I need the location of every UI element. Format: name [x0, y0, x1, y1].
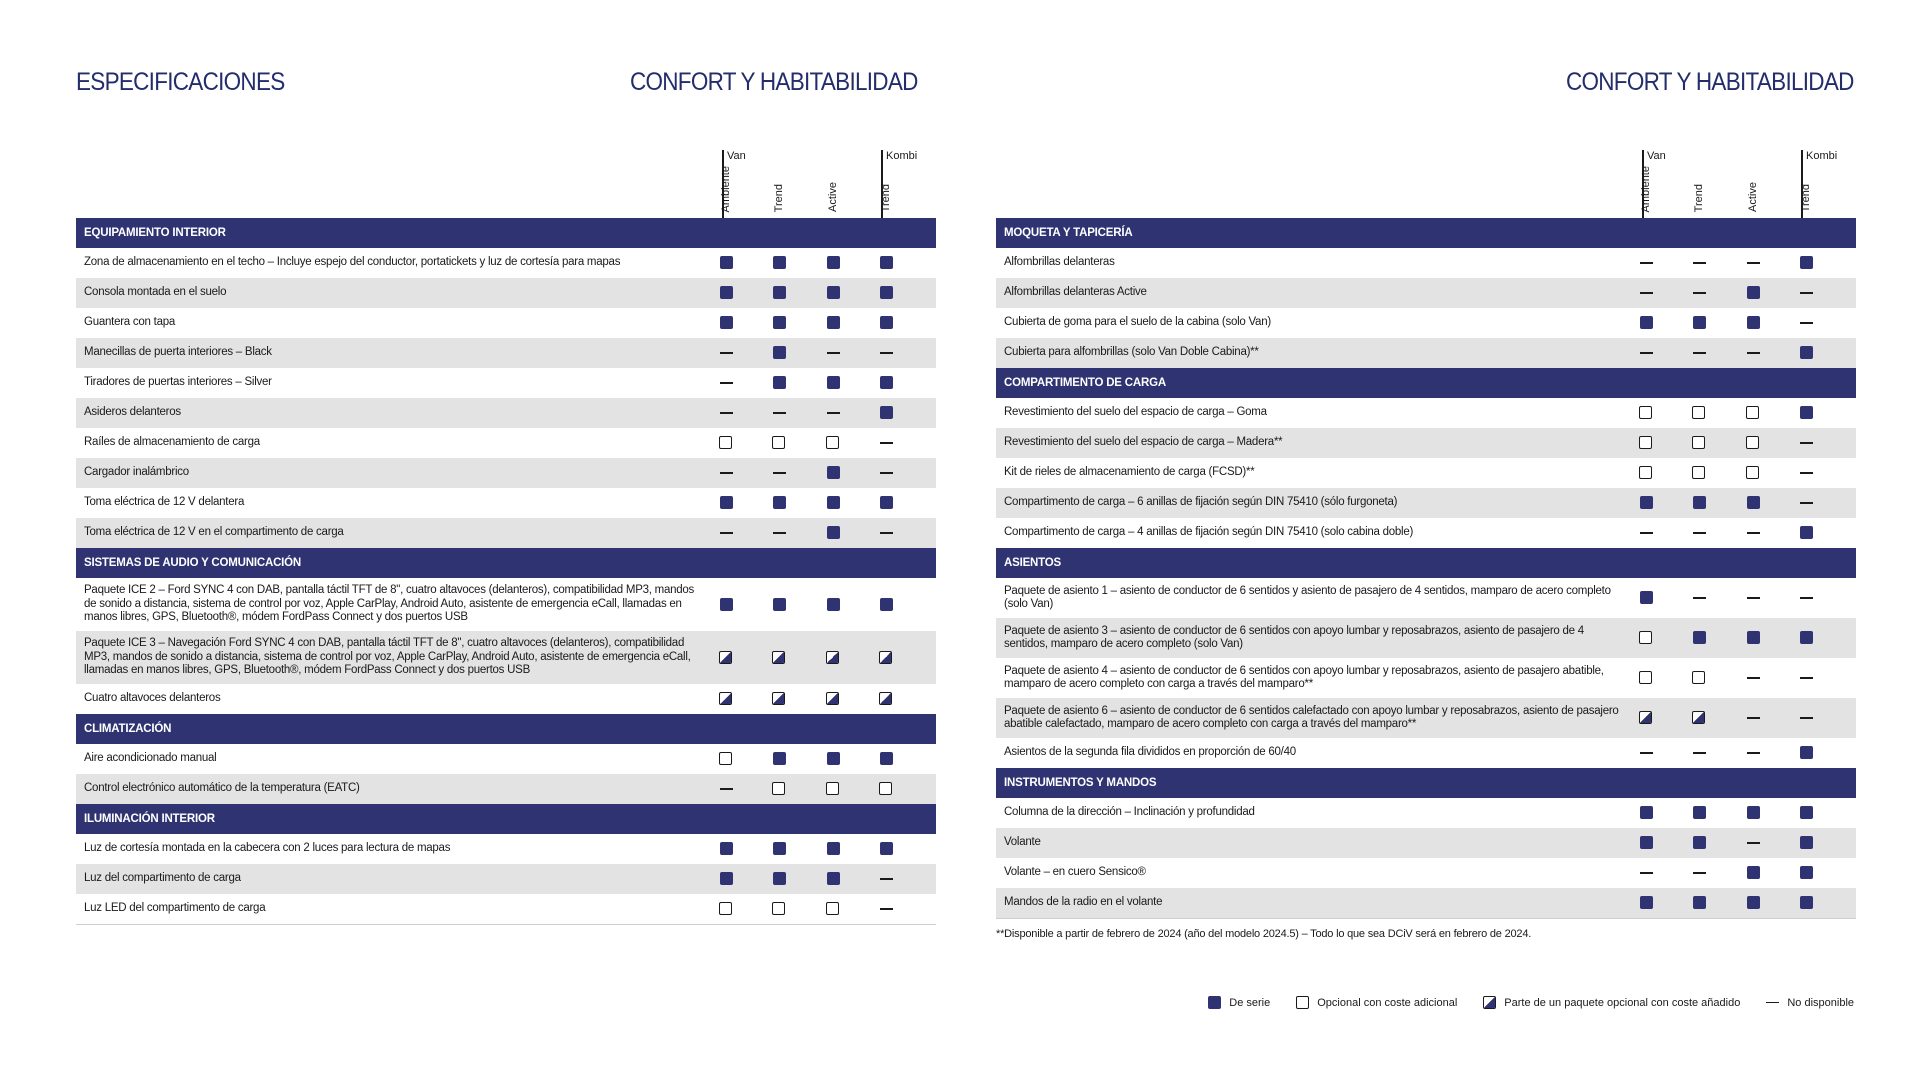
row-label: Compartimento de carga – 4 anillas de fijación según DIN 75410 (solo cabina doble): [1004, 526, 1414, 539]
standard-marker-icon: [880, 598, 893, 611]
standard-marker-icon: [1800, 631, 1813, 644]
table-row: [996, 798, 1856, 828]
table-row: [76, 518, 936, 548]
standard-marker-icon: [1747, 866, 1760, 879]
not-available-marker-icon: [880, 352, 893, 354]
table-row: [996, 618, 1856, 658]
row-label: Paquete de asiento 1 – asiento de conductor de 6 sentidos y asiento de pasajero de 4 sentidos, mamparo de acero completo (solo Van): [1004, 584, 1611, 610]
not-available-marker-icon: [1640, 262, 1653, 264]
spec-table-left: [76, 150, 936, 925]
not-available-marker-icon: [720, 412, 733, 414]
standard-marker-icon: [1640, 896, 1653, 909]
standard-marker-icon: [1747, 631, 1760, 644]
standard-marker-icon: [773, 598, 786, 611]
row-label: Consola montada en el suelo: [84, 286, 227, 299]
not-available-marker-icon: [1747, 677, 1760, 679]
table-row: [76, 834, 936, 864]
section-header: SISTEMAS DE AUDIO Y COMUNICACIÓN: [76, 548, 936, 578]
standard-marker-icon: [773, 286, 786, 299]
optional-marker-icon: [772, 902, 785, 915]
package-marker-icon: [826, 692, 839, 705]
section-header: INSTRUMENTOS Y MANDOS: [996, 768, 1856, 798]
standard-marker-icon: [1747, 896, 1760, 909]
row-label: Kit de rieles de almacenamiento de carga (FCSD)**: [1004, 466, 1255, 479]
optional-marker-icon: [719, 436, 732, 449]
table-row: [76, 338, 936, 368]
standard-marker-icon: [1693, 836, 1706, 849]
table-row: [996, 278, 1856, 308]
table-row: [996, 518, 1856, 548]
not-available-marker-icon: [1800, 677, 1813, 679]
row-label: Volante – en cuero Sensico®: [1004, 866, 1146, 879]
column-name: Trend: [773, 183, 785, 212]
table-row: [996, 398, 1856, 428]
not-available-marker-icon: [773, 412, 786, 414]
row-label: Luz de cortesía montada en la cabecera con 2 luces para lectura de mapas: [84, 842, 451, 855]
standard-marker-icon: [880, 286, 893, 299]
not-available-marker-icon: [1640, 532, 1653, 534]
standard-marker-icon: [827, 752, 840, 765]
row-label: Alfombrillas delanteras: [1004, 256, 1115, 269]
standard-marker-icon: [1800, 746, 1813, 759]
optional-marker-icon: [719, 902, 732, 915]
column-header: [996, 150, 1856, 218]
optional-marker-icon: [1639, 406, 1652, 419]
row-label: Asientos de la segunda fila divididos en proporción de 60/40: [1004, 746, 1296, 759]
standard-marker-icon: [773, 842, 786, 855]
not-available-marker-icon: [1800, 442, 1813, 444]
standard-marker-icon: [1800, 866, 1813, 879]
standard-marker-icon: [720, 842, 733, 855]
section-header: CLIMATIZACIÓN: [76, 714, 936, 744]
row-label: Raíles de almacenamiento de carga: [84, 436, 260, 449]
not-available-marker-icon: [720, 532, 733, 534]
table-row: [76, 631, 936, 684]
column-name: Active: [827, 182, 839, 212]
table-row: [76, 458, 936, 488]
optional-marker-icon: [1692, 671, 1705, 684]
package-marker-icon: [719, 692, 732, 705]
table-bottom-rule: [76, 924, 936, 925]
row-label: Revestimiento del suelo del espacio de carga – Madera**: [1004, 436, 1283, 449]
table-row: [996, 828, 1856, 858]
column-name: Trend: [880, 183, 892, 212]
table-row: [76, 248, 936, 278]
standard-marker-icon: [827, 598, 840, 611]
table-row: [996, 738, 1856, 768]
not-available-marker-icon: [1693, 352, 1706, 354]
table-row: [996, 248, 1856, 278]
column-group-label: Kombi: [1806, 150, 1838, 162]
standard-marker-icon: [827, 316, 840, 329]
optional-marker-icon: [1296, 996, 1309, 1009]
optional-marker-icon: [879, 782, 892, 795]
row-label: Luz del compartimento de carga: [84, 872, 241, 885]
legend-standard-label: De serie: [1229, 996, 1271, 1009]
package-marker-icon: [826, 651, 839, 664]
standard-marker-icon: [827, 526, 840, 539]
row-label: Paquete de asiento 3 – asiento de conductor de 6 sentidos con apoyo lumbar y reposabrazos, asiento de pasajero de 4 sentidos, mamparo de acero completo (solo Van): [1004, 624, 1584, 650]
not-available-marker-icon: [1747, 597, 1760, 599]
row-label: Toma eléctrica de 12 V delantera: [84, 496, 245, 509]
section-header: MOQUETA Y TAPICERÍA: [996, 218, 1856, 248]
standard-marker-icon: [1693, 806, 1706, 819]
row-label: Asideros delanteros: [84, 406, 181, 419]
table-row: [76, 894, 936, 924]
standard-marker-icon: [880, 376, 893, 389]
standard-marker-icon: [773, 376, 786, 389]
not-available-marker-icon: [1640, 752, 1653, 754]
optional-marker-icon: [1639, 671, 1652, 684]
column-name: Active: [1747, 182, 1759, 212]
not-available-marker-icon: [1693, 292, 1706, 294]
legend-optional-label: Opcional con coste adicional: [1317, 996, 1458, 1009]
package-marker-icon: [1692, 711, 1705, 724]
row-label: Compartimento de carga – 6 anillas de fijación según DIN 75410 (sólo furgoneta): [1004, 496, 1398, 509]
column-name: Ambiente: [720, 165, 732, 212]
standard-marker-icon: [773, 346, 786, 359]
not-available-marker-icon: [773, 532, 786, 534]
standard-marker-icon: [773, 256, 786, 269]
package-marker-icon: [1483, 996, 1496, 1009]
not-available-marker-icon: [1766, 1002, 1779, 1004]
standard-marker-icon: [720, 598, 733, 611]
not-available-marker-icon: [720, 788, 733, 790]
package-marker-icon: [772, 692, 785, 705]
standard-marker-icon: [827, 466, 840, 479]
standard-marker-icon: [1747, 316, 1760, 329]
row-label: Cuatro altavoces delanteros: [84, 692, 221, 705]
not-available-marker-icon: [1800, 597, 1813, 599]
table-row: [76, 488, 936, 518]
section-header: ASIENTOS: [996, 548, 1856, 578]
legend-package-label: Parte de un paquete opcional con coste añadido: [1504, 996, 1741, 1009]
standard-marker-icon: [827, 872, 840, 885]
optional-marker-icon: [1639, 631, 1652, 644]
not-available-marker-icon: [720, 472, 733, 474]
not-available-marker-icon: [880, 532, 893, 534]
standard-marker-icon: [827, 256, 840, 269]
column-name: Ambiente: [1640, 165, 1652, 212]
not-available-marker-icon: [1747, 262, 1760, 264]
optional-marker-icon: [1746, 406, 1759, 419]
standard-marker-icon: [880, 496, 893, 509]
table-row: [996, 308, 1856, 338]
standard-marker-icon: [1800, 406, 1813, 419]
table-row: [996, 658, 1856, 698]
table-row: [996, 578, 1856, 618]
standard-marker-icon: [880, 406, 893, 419]
package-marker-icon: [772, 651, 785, 664]
optional-marker-icon: [1639, 436, 1652, 449]
standard-marker-icon: [1800, 896, 1813, 909]
standard-marker-icon: [720, 256, 733, 269]
not-available-marker-icon: [1693, 597, 1706, 599]
row-label: Luz LED del compartimento de carga: [84, 902, 266, 915]
row-label: Paquete ICE 2 – Ford SYNC 4 con DAB, pantalla táctil TFT de 8", cuatro altavoces (delanteros), compatibilidad MP3, mandos de sonido a distancia, sistema de control por voz, Apple CarPlay, Android Auto, asistente de emergencia eCall, llamadas en manos libres, GPS, Bluetooth®, módem FordPass Connect y dos puertos USB: [84, 584, 695, 624]
row-label: Cubierta de goma para el suelo de la cabina (solo Van): [1004, 316, 1271, 329]
table-row: [76, 578, 936, 631]
not-available-marker-icon: [880, 908, 893, 910]
table-row: [76, 398, 936, 428]
not-available-marker-icon: [720, 382, 733, 384]
standard-marker-icon: [1747, 806, 1760, 819]
not-available-marker-icon: [1693, 752, 1706, 754]
standard-marker-icon: [1640, 591, 1653, 604]
not-available-marker-icon: [1693, 532, 1706, 534]
not-available-marker-icon: [720, 352, 733, 354]
standard-marker-icon: [880, 842, 893, 855]
standard-marker-icon: [1800, 526, 1813, 539]
standard-marker-icon: [1640, 316, 1653, 329]
row-label: Volante: [1004, 836, 1041, 849]
not-available-marker-icon: [1747, 842, 1760, 844]
optional-marker-icon: [1746, 466, 1759, 479]
not-available-marker-icon: [1747, 717, 1760, 719]
legend-optional: [1296, 996, 1457, 1009]
not-available-marker-icon: [1800, 502, 1813, 504]
table-row: [76, 428, 936, 458]
standard-marker-icon: [827, 842, 840, 855]
table-row: [996, 858, 1856, 888]
table-bottom-rule: [996, 918, 1856, 919]
standard-marker-icon: [1800, 256, 1813, 269]
not-available-marker-icon: [1693, 262, 1706, 264]
not-available-marker-icon: [1800, 717, 1813, 719]
section-header: ILUMINACIÓN INTERIOR: [76, 804, 936, 834]
table-row: [996, 488, 1856, 518]
column-header: [76, 150, 936, 218]
standard-marker-icon: [773, 872, 786, 885]
table-row: [76, 684, 936, 714]
not-available-marker-icon: [1747, 352, 1760, 354]
table-row: [76, 308, 936, 338]
package-marker-icon: [879, 692, 892, 705]
optional-marker-icon: [1692, 436, 1705, 449]
row-label: Paquete de asiento 6 – asiento de conductor de 6 sentidos calefactado con apoyo lumbar y reposabrazos, asiento de pasajero abatible calefactado, mamparo de acero completo con carga a través del mamparo**: [1004, 704, 1619, 730]
optional-marker-icon: [1639, 466, 1652, 479]
optional-marker-icon: [1692, 466, 1705, 479]
not-available-marker-icon: [1640, 292, 1653, 294]
standard-marker-icon: [1747, 286, 1760, 299]
standard-marker-icon: [1800, 806, 1813, 819]
package-marker-icon: [879, 651, 892, 664]
column-group-label: Van: [727, 150, 746, 162]
row-label: Control electrónico automático de la temperatura (EATC): [84, 782, 360, 795]
row-label: Mandos de la radio en el volante: [1004, 896, 1163, 909]
standard-marker-icon: [827, 496, 840, 509]
row-label: Cubierta para alfombrillas (solo Van Doble Cabina)**: [1004, 346, 1259, 359]
standard-marker-icon: [720, 872, 733, 885]
standard-marker-icon: [773, 316, 786, 329]
not-available-marker-icon: [827, 412, 840, 414]
standard-marker-icon: [1640, 806, 1653, 819]
standard-marker-icon: [880, 256, 893, 269]
legend-package: [1483, 996, 1740, 1009]
not-available-marker-icon: [827, 352, 840, 354]
row-label: Alfombrillas delanteras Active: [1004, 286, 1147, 299]
standard-marker-icon: [1800, 346, 1813, 359]
not-available-marker-icon: [1747, 752, 1760, 754]
legend: [1208, 996, 1854, 1009]
section-title-left: CONFORT Y HABITABILIDAD: [630, 68, 918, 96]
row-label: Aire acondicionado manual: [84, 752, 217, 765]
standard-marker-icon: [720, 286, 733, 299]
section-title-right: CONFORT Y HABITABILIDAD: [1566, 68, 1854, 96]
legend-standard: [1208, 996, 1270, 1009]
column-name: Trend: [1693, 183, 1705, 212]
standard-marker-icon: [827, 376, 840, 389]
table-row: [76, 744, 936, 774]
not-available-marker-icon: [880, 472, 893, 474]
standard-marker-icon: [880, 316, 893, 329]
standard-marker-icon: [1640, 836, 1653, 849]
footnote: **Disponible a partir de febrero de 2024 (año del modelo 2024.5) – Todo lo que sea DCiV será en febrero de 2024.: [996, 928, 1532, 940]
table-row: [76, 278, 936, 308]
optional-marker-icon: [1746, 436, 1759, 449]
table-row: [996, 698, 1856, 738]
not-available-marker-icon: [1747, 532, 1760, 534]
section-header: COMPARTIMENTO DE CARGA: [996, 368, 1856, 398]
standard-marker-icon: [773, 752, 786, 765]
standard-marker-icon: [720, 316, 733, 329]
not-available-marker-icon: [773, 472, 786, 474]
not-available-marker-icon: [1640, 872, 1653, 874]
standard-marker-icon: [1693, 631, 1706, 644]
optional-marker-icon: [826, 782, 839, 795]
standard-marker-icon: [1693, 896, 1706, 909]
row-label: Toma eléctrica de 12 V en el compartimento de carga: [84, 526, 344, 539]
row-label: Cargador inalámbrico: [84, 466, 189, 479]
package-marker-icon: [719, 651, 732, 664]
row-label: Paquete ICE 3 – Navegación Ford SYNC 4 con DAB, pantalla táctil TFT de 8", cuatro altavoces (delanteros), compatibilidad MP3, mandos de sonido a distancia, sistema de control por voz, Apple CarPlay, Android Auto, asistente de emergencia eCall, llamadas en manos libres, GPS, Bluetooth®, módem FordPass Connect y dos puertos USB: [84, 637, 691, 677]
standard-marker-icon: [1208, 996, 1221, 1009]
row-label: Paquete de asiento 4 – asiento de conductor de 6 sentidos con apoyo lumbar y reposabrazos, asiento de pasajero abatible, mamparo de acero completo con carga a través del mamparo**: [1004, 664, 1604, 690]
column-group-label: Kombi: [886, 150, 918, 162]
table-row: [76, 864, 936, 894]
not-available-marker-icon: [1693, 872, 1706, 874]
standard-marker-icon: [773, 496, 786, 509]
legend-na: [1766, 997, 1854, 1009]
standard-marker-icon: [1693, 316, 1706, 329]
column-name: Trend: [1800, 183, 1812, 212]
not-available-marker-icon: [1800, 322, 1813, 324]
page-title: ESPECIFICACIONES: [76, 68, 285, 96]
standard-marker-icon: [1640, 496, 1653, 509]
optional-marker-icon: [772, 782, 785, 795]
row-label: Tiradores de puertas interiores – Silver: [84, 376, 272, 389]
not-available-marker-icon: [1800, 292, 1813, 294]
section-header: EQUIPAMIENTO INTERIOR: [76, 218, 936, 248]
table-row: [996, 428, 1856, 458]
standard-marker-icon: [720, 496, 733, 509]
optional-marker-icon: [772, 436, 785, 449]
standard-marker-icon: [880, 752, 893, 765]
optional-marker-icon: [719, 752, 732, 765]
table-row: [76, 368, 936, 398]
table-row: [76, 774, 936, 804]
row-label: Guantera con tapa: [84, 316, 176, 329]
not-available-marker-icon: [1640, 352, 1653, 354]
not-available-marker-icon: [1800, 472, 1813, 474]
table-row: [996, 338, 1856, 368]
optional-marker-icon: [826, 902, 839, 915]
row-label: Zona de almacenamiento en el techo – Incluye espejo del conductor, portatickets y luz de cortesía para mapas: [84, 256, 621, 269]
optional-marker-icon: [826, 436, 839, 449]
package-marker-icon: [1639, 711, 1652, 724]
table-row: [996, 888, 1856, 918]
row-label: Columna de la dirección – Inclinación y profundidad: [1004, 806, 1255, 819]
optional-marker-icon: [1692, 406, 1705, 419]
row-label: Revestimiento del suelo del espacio de carga – Goma: [1004, 406, 1267, 419]
standard-marker-icon: [1693, 496, 1706, 509]
spec-table-right: [996, 150, 1856, 919]
standard-marker-icon: [827, 286, 840, 299]
legend-na-label: No disponible: [1787, 996, 1854, 1009]
standard-marker-icon: [1747, 496, 1760, 509]
row-label: Manecillas de puerta interiores – Black: [84, 346, 272, 359]
standard-marker-icon: [1800, 836, 1813, 849]
not-available-marker-icon: [880, 442, 893, 444]
table-row: [996, 458, 1856, 488]
column-group-label: Van: [1647, 150, 1666, 162]
not-available-marker-icon: [880, 878, 893, 880]
